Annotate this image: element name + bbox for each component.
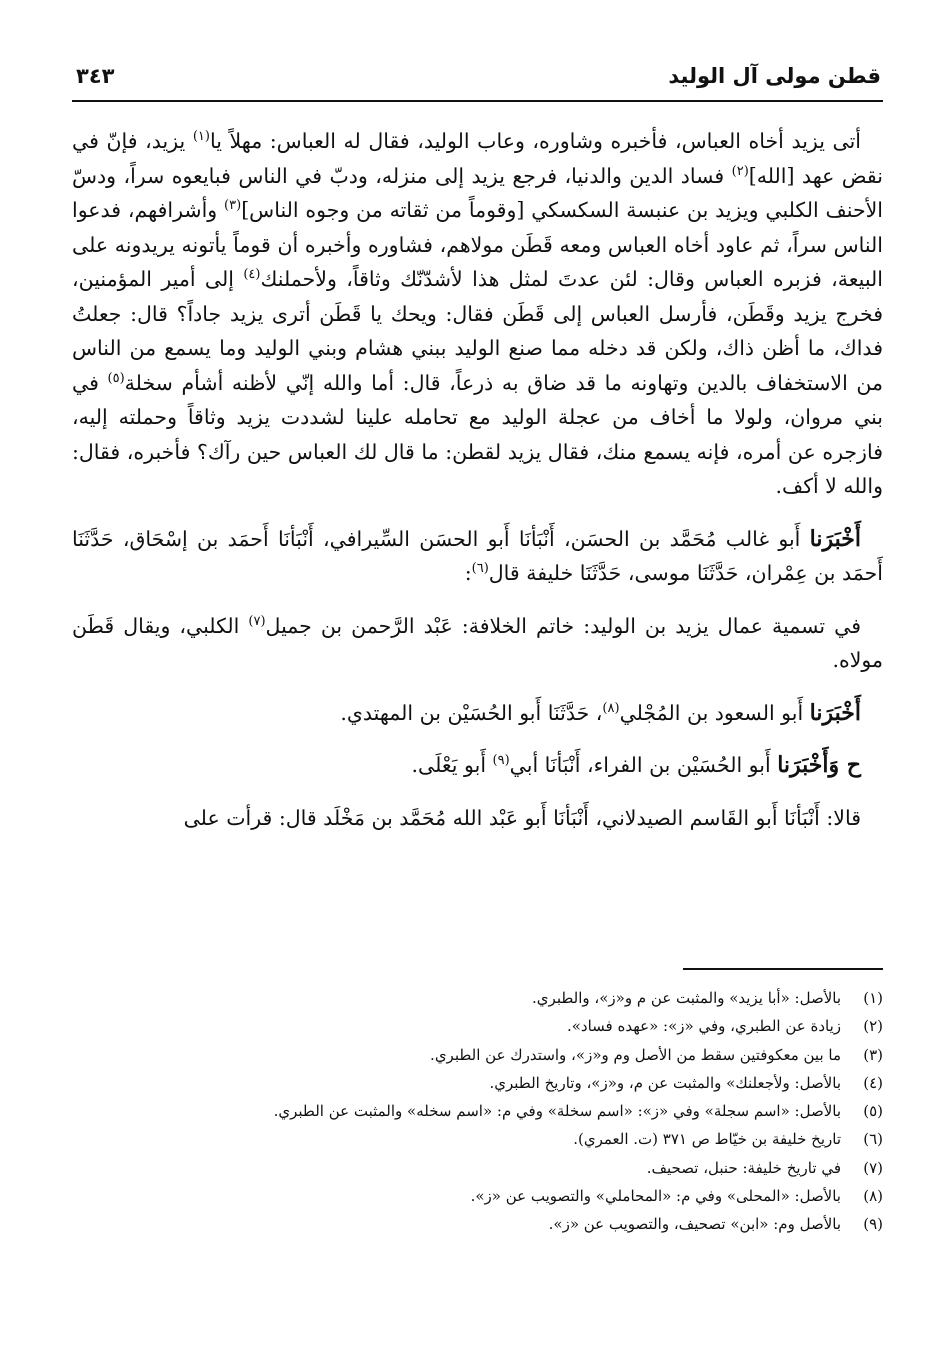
- text-run: ، حَدَّثَنَا أَبو الحُسَيْن بن المهتدي.: [340, 700, 603, 725]
- text-run: فساد الدين والدنيا، فرجع يزيد إلى منزله، ودبّ في الناس فبايعوه سراً، ودسّ الأحنف الكلبي ويزيد بن عنبسة السكسكي [وقوماً من ثقاته من وجوه الناس]: [72, 163, 883, 222]
- footnote-item: [72, 1012, 883, 1040]
- footnote-item: [72, 984, 883, 1012]
- text-run: وأشرافهم، فدعوا الناس سراً، ثم عاود أخاه العباس ومعه قَطَن مولاهم، فشاوره وأخبره أن قوماً يأتونه يريدونه على البيعة، فزبره العباس وقال: لئن عدتَ لمثل هذا لأشدّنّك وثاقاً، ولأحملنك: [72, 198, 883, 291]
- paragraph-naming: [72, 609, 883, 678]
- wa-akhbarana-lead: ح وَأَخْبَرَنا: [777, 752, 861, 778]
- footnote-number: (٧): [863, 1158, 883, 1177]
- paragraph-isnad-3: [72, 748, 883, 783]
- text-run: إلى أمير المؤمنين، فخرج يزيد وقَطَن، فأرسل العباس إلى قَطَن فقال: ويحك يا قَطَن أترى يزيد جاداً؟ قال: جعلتُ فداك، ما أظن ذاك، ولكن قد دخله مما صنع الوليد ببني هشام وبني الوليد وما يسمع من الناس من الاستخفاف بالدين وتهاونه ما قد ضاق به ذرعاً، قال: أما والله إنّي لأظنه أشأم سخلة: [72, 267, 883, 395]
- footnote-text: تاريخ خليفة بن خيّاط ص ٣٧١ (ت. العمري).: [573, 1130, 841, 1149]
- footnote-number: (٢): [863, 1017, 883, 1036]
- footnote-text: بالأصل: «المحلى» وفي م: «المحاملي» والتصويب عن «ز».: [470, 1187, 841, 1206]
- text-run: أَبو غالب مُحَمَّد بن الحسَن، أَنْبَأنَا أَبو الحسَن السِّيرافي، أَنْبَأنَا أَحمَد بن إسْحَاق، حَدَّثَنَا أَحمَد بن عِمْران، حَدَّثَنَا موسى، حَدَّثَنَا خليفة قال: [72, 526, 883, 585]
- akhbarana-lead: أَخْبَرَنا: [809, 699, 861, 726]
- text-run: قالا: أَنْبَأنَا أَبو القَاسم الصيدلاني، أَنْبَأنَا أَبو عَبْد الله مُحَمَّد بن مَخْلَد قال: قرأت على: [183, 805, 861, 830]
- footnote-item: [72, 1069, 883, 1097]
- footnote-list: [72, 984, 883, 1239]
- footnote-ref-5: (٥): [107, 370, 125, 386]
- footnote-number: (٤): [863, 1073, 883, 1092]
- footnote-item: [72, 1154, 883, 1182]
- footnote-number: (٣): [863, 1045, 883, 1064]
- paragraph-isnad-1: [72, 522, 883, 591]
- footnote-ref-9: (٩): [492, 753, 510, 769]
- page-number: ٣٤٣: [76, 64, 115, 88]
- text-run: في بني مروان، ولولا ما أخاف من عجلة الوليد مع تحامله علينا لشددت يزيد وثاقاً وحملته إليه، فازجره عن أمره، فإنه يسمع منك، فقال يزيد لقطن: ما قال لك العباس حين رآك؟ فأخبره، فقال: والله لا أكف.: [72, 370, 883, 498]
- footnote-divider: [683, 968, 883, 970]
- akhbarana-lead: أَخْبَرَنا: [809, 525, 861, 552]
- footnote-item: [72, 1125, 883, 1153]
- footnote-item: [72, 1097, 883, 1125]
- footnote-number: (٥): [863, 1102, 883, 1121]
- text-run: :: [464, 561, 472, 585]
- footnote-ref-1: (١): [192, 129, 210, 145]
- footnote-text: بالأصل: «اسم سجلة» وفي «ز»: «اسم سخلة» وفي م: «اسم سخله» والمثبت عن الطبري.: [273, 1102, 841, 1121]
- footnote-ref-3: (٣): [224, 198, 242, 214]
- main-text: [72, 124, 883, 835]
- footnote-text: بالأصل وم: «ابن» تصحيف، والتصويب عن «ز».: [548, 1215, 841, 1234]
- text-run: أَبو يَعْلَى.: [411, 753, 493, 777]
- footnote-ref-2: (٢): [731, 163, 749, 179]
- footnote-text: ما بين معكوفتين سقط من الأصل وم و«ز»، واستدرك عن الطبري.: [430, 1045, 841, 1064]
- footnotes: [72, 968, 883, 1239]
- paragraph-isnad-2: [72, 696, 883, 731]
- running-title: قطن مولى آل الوليد: [668, 64, 881, 88]
- text-run: أَبو الحُسَيْن بن الفراء، أَنْبَأنَا أبي: [509, 753, 778, 777]
- footnote-ref-6: (٦): [471, 561, 489, 577]
- footnote-number: (٩): [863, 1215, 883, 1234]
- paragraph-narrative: [72, 124, 883, 504]
- footnote-ref-4: (٤): [243, 267, 261, 283]
- footnote-number: (١): [863, 989, 883, 1007]
- page-header: [72, 64, 883, 102]
- footnote-number: (٨): [863, 1187, 883, 1206]
- footnote-text: بالأصل: ولأجعلنك» والمثبت عن م، و«ز»، وتاريخ الطبري.: [489, 1073, 841, 1092]
- footnote-number: (٦): [863, 1130, 883, 1149]
- footnote-ref-7: (٧): [248, 613, 266, 629]
- footnote-text: زيادة عن الطبري، وفي «ز»: «عهده فساد».: [566, 1017, 841, 1036]
- footnote-ref-8: (٨): [602, 700, 620, 716]
- footnote-text: بالأصل: «أبا يزيد» والمثبت عن م و«ز»، والطبري.: [532, 989, 841, 1007]
- footnote-item: [72, 1210, 883, 1238]
- text-run: أَبو السعود بن المُجْلي: [619, 700, 810, 725]
- text-run: في تسمية عمال يزيد بن الوليد: خاتم الخلافة: عَبْد الرَّحمن بن جميل: [265, 613, 862, 638]
- text-run: أتى يزيد أخاه العباس، فأخبره وشاوره، وعاب الوليد، فقال له العباس: مهلاً يا: [209, 129, 862, 153]
- paragraph-isnad-4: [72, 801, 883, 836]
- footnote-text: في تاريخ خليفة: حنبل، تصحيف.: [646, 1158, 841, 1177]
- text-run: الكلبي، ويقال قَطَن مولاه.: [72, 613, 883, 672]
- footnote-item: [72, 1182, 883, 1210]
- footnote-item: [72, 1041, 883, 1069]
- text-run: يزيد، فإنّ في نقض عهد [الله]: [72, 129, 883, 188]
